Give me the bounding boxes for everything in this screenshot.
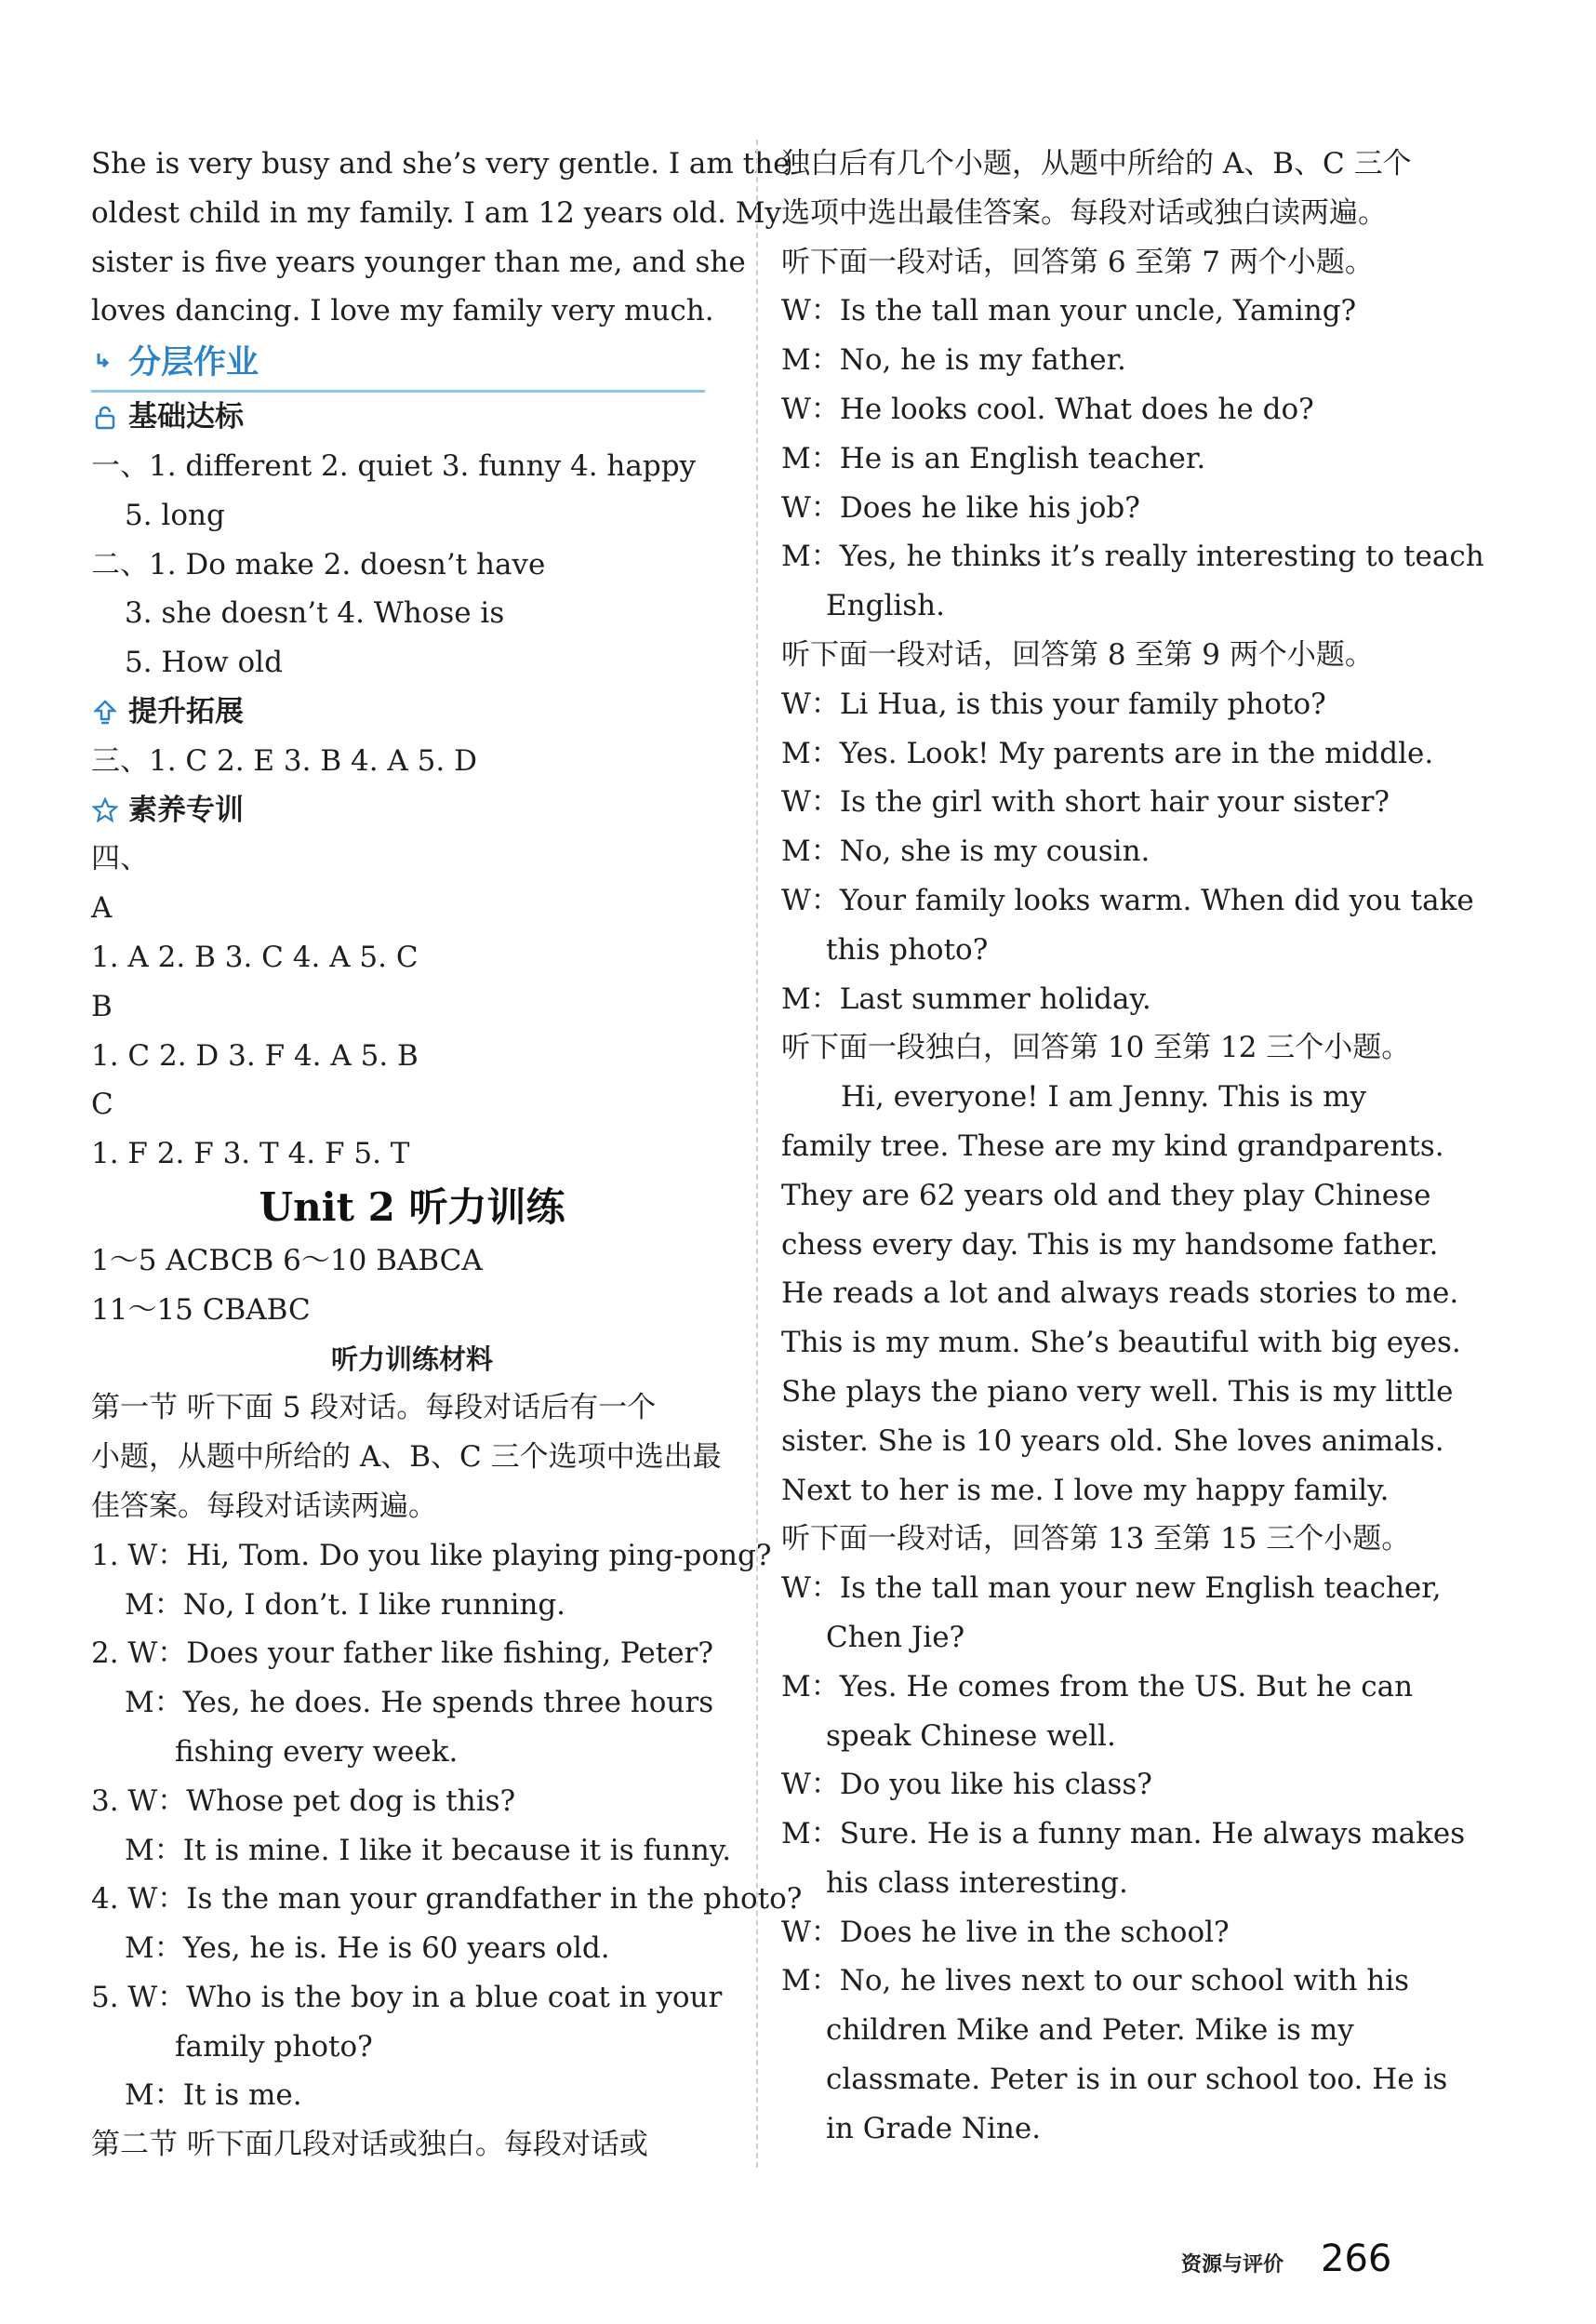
text-line: M：Yes, he does. He spends three hours (125, 1686, 714, 1720)
text-line: B (91, 989, 113, 1023)
text-line: family photo? (175, 2029, 373, 2064)
text-line: 3. she doesn’t 4. Whose is (125, 596, 505, 631)
text-line: 2. W：Does your father like fishing, Peter? (91, 1636, 713, 1671)
text-line: W：Is the tall man your uncle, Yaming? (781, 294, 1357, 328)
listening-answers (91, 1236, 733, 1335)
text-line: 5. How old (125, 646, 283, 680)
text-line: family tree. These are my kind grandparents. (781, 1129, 1444, 1163)
text-line: chess every day. This is my handsome father. (781, 1227, 1439, 1262)
text-line: 选项中选出最佳答案。每段对话或独白读两遍。 (781, 195, 1387, 230)
text-line: W：He looks cool. What does he do? (781, 392, 1314, 426)
text-line: 5. W：Who is the boy in a blue coat in your (91, 1980, 723, 2014)
text-line: classmate. Peter is in our school too. He is (826, 2063, 1448, 2097)
text-line: 听下面一段对话，回答第 8 至第 9 两个小题。 (781, 637, 1374, 672)
footer-label: 资源与评价 (1181, 2253, 1284, 2277)
text-line: 听下面一段对话，回答第 13 至第 15 三个小题。 (781, 1522, 1411, 1556)
text-line: fishing every week. (175, 1734, 459, 1769)
intro-paragraph (91, 140, 791, 336)
text-line: speak Chinese well. (826, 1718, 1116, 1753)
basic-answers (91, 442, 733, 688)
text-line: W：Li Hua, is this your family photo? (781, 687, 1326, 721)
extend-title: 提升拓展 (91, 688, 733, 737)
text-line: his class interesting. (826, 1865, 1128, 1900)
bookmark-icon (91, 351, 119, 375)
text-line: M：It is mine. I like it because it is funny. (125, 1833, 732, 1867)
text-line: Chen Jie? (826, 1620, 965, 1654)
text-line: M：No, he lives next to our school with his (781, 1964, 1410, 1998)
text-line: M：Last summer holiday. (781, 982, 1151, 1016)
text-line: M：It is me. (125, 2078, 302, 2113)
text-line: W：Do you like his class? (781, 1768, 1152, 1802)
column-divider (756, 140, 758, 2168)
text-line: He reads a lot and always reads stories to me. (781, 1276, 1459, 1311)
text-line: M：He is an English teacher. (781, 441, 1206, 475)
section-title-text: 分层作业 (128, 343, 259, 381)
text-line: English. (826, 589, 945, 623)
text-line: 第一节 听下面 5 段对话。每段对话后有一个 (91, 1391, 657, 1425)
text-line: 1. F 2. F 3. T 4. F 5. T (91, 1137, 410, 1171)
text-line: loves dancing. I love my family very much. (91, 294, 714, 328)
text-line: Next to her is me. I love my happy family. (781, 1473, 1390, 1507)
text-line: M：Yes. Look! My parents are in the middle. (781, 736, 1434, 770)
page-footer (1181, 2237, 1391, 2280)
basic-title: 基础达标 (91, 393, 733, 442)
text-line: sister. She is 10 years old. She loves animals. (781, 1423, 1444, 1458)
text-line: M：Yes. He comes from the US. But he can (781, 1669, 1414, 1703)
text-line: M：No, I don’t. I like running. (125, 1587, 566, 1622)
text-line: W：Is the tall man your new English teacher, (781, 1571, 1442, 1606)
text-line: sister is five years younger than me, and she (91, 245, 746, 279)
text-line: 听下面一段独白，回答第 10 至第 12 三个小题。 (781, 1031, 1411, 1065)
text-line: 4. W：Is the man your grandfather in the photo? (91, 1882, 803, 1917)
page-number: 266 (1321, 2237, 1392, 2280)
text-line: 1～5 ACBCB 6～10 BABCA (91, 1243, 483, 1277)
text-line: 1. C 2. D 3. F 4. A 5. B (91, 1038, 419, 1073)
text-line: She plays the piano very well. This is my little (781, 1374, 1454, 1409)
section-title (91, 336, 705, 393)
text-line: Hi, everyone! I am Jenny. This is my (841, 1080, 1367, 1115)
right-column (781, 140, 1484, 2154)
text-line: in Grade Nine. (826, 2111, 1042, 2145)
text-line: 小题，从题中所给的 A、B、C 三个选项中选出最 (91, 1440, 722, 1475)
text-line: 佳答案。每段对话读两遍。 (91, 1489, 437, 1523)
text-line: 5. long (125, 498, 225, 532)
text-line: 3. W：Whose pet dog is this? (91, 1783, 516, 1818)
text-line: 一、1. different 2. quiet 3. funny 4. happy (91, 448, 697, 483)
right-text (781, 140, 1484, 2154)
text-line: children Mike and Peter. Mike is my (826, 2013, 1354, 2048)
left-column (91, 140, 803, 2170)
text-line: W：Your family looks warm. When did you take (781, 883, 1474, 917)
text-line: C (91, 1088, 113, 1122)
text-line: M：Yes, he is. He is 60 years old. (125, 1931, 610, 1966)
arrow-up-icon (91, 699, 119, 725)
lock-icon (91, 405, 119, 431)
text-line: W：Does he like his job? (781, 490, 1140, 525)
text-line: W：Is the girl with short hair your sister? (781, 785, 1390, 820)
text-line: W：Does he live in the school? (781, 1915, 1230, 1949)
text-line: They are 62 years old and they play Chinese (781, 1178, 1431, 1212)
text-line: M：No, she is my cousin. (781, 835, 1150, 869)
text-line: oldest child in my family. I am 12 years old. My (91, 195, 782, 230)
section1-instructions (91, 1383, 733, 1530)
text-line: 二、1. Do make 2. doesn’t have (91, 547, 546, 581)
literacy-answers (91, 835, 733, 1179)
text-line: this photo? (826, 932, 989, 967)
text-line: M：Yes, he thinks it’s really interesting to teach (781, 540, 1484, 574)
star-icon (91, 797, 119, 823)
text-line: 1. A 2. B 3. C 4. A 5. C (91, 940, 419, 974)
dialogues (91, 1531, 803, 2121)
text-line: M：Sure. He is a funny man. He always makes (781, 1817, 1466, 1851)
material-title: 听力训练材料 (330, 1342, 493, 1375)
text-line: A (91, 891, 113, 926)
extend-answers: 三、1. C 2. E 3. B 4. A 5. D (91, 743, 477, 778)
text-line: 11～15 CBABC (91, 1292, 311, 1327)
section2-start: 第二节 听下面几段对话或独白。每段对话或 (91, 2128, 648, 2162)
text-line: This is my mum. She’s beautiful with big eyes. (781, 1326, 1461, 1360)
text-line: She is very busy and she’s very gentle. I am the (91, 147, 791, 180)
text-line: 独白后有几个小题，从题中所给的 A、B、C 三个 (781, 147, 1412, 180)
text-line: M：No, he is my father. (781, 343, 1126, 378)
text-line: 1. W：Hi, Tom. Do you like playing ping-pong? (91, 1538, 772, 1572)
text-line: 听下面一段对话，回答第 6 至第 7 两个小题。 (781, 245, 1374, 279)
text-line: 四、 (91, 842, 149, 876)
literacy-title: 素养专训 (91, 786, 733, 835)
unit-title: Unit 2 听力训练 (259, 1183, 565, 1230)
